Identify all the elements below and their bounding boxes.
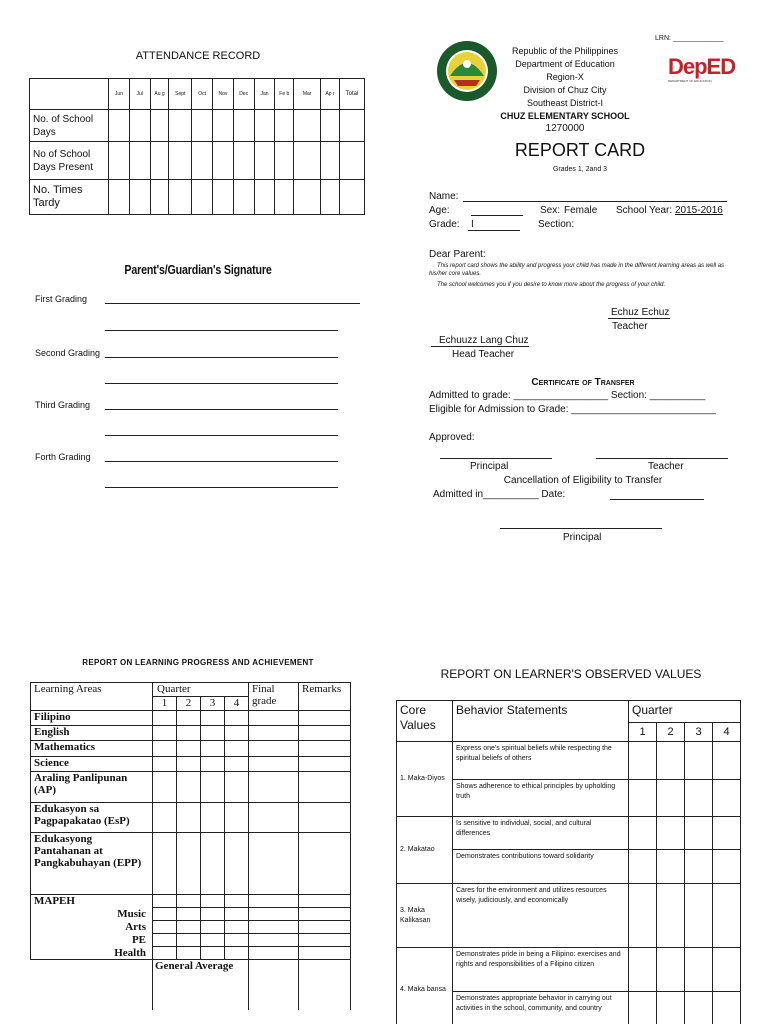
- signature-line: [105, 435, 338, 436]
- behavior-statement: Express one's spiritual beliefs while respecting the spiritual beliefs of others: [453, 742, 629, 780]
- deped-logo-subtext: DEPARTMENT OF EDUCATION: [668, 79, 712, 83]
- subject-label: Mathematics: [31, 741, 153, 757]
- subject-label: Araling Panlipunan (AP): [31, 772, 153, 803]
- report-card-title: REPORT CARD: [514, 140, 646, 160]
- forth-grading-label: Forth Grading: [35, 452, 91, 462]
- sex-value: Female: [564, 205, 598, 216]
- third-grading-label: Third Grading: [35, 400, 91, 410]
- attendance-corner: [30, 79, 109, 110]
- mapeh-sub-label: Health: [31, 947, 153, 960]
- teacher-label: Teacher: [648, 461, 684, 472]
- quarter-header: 4: [225, 697, 249, 711]
- month-header: Sept: [169, 79, 192, 110]
- quarter-header: 2: [177, 697, 201, 711]
- core-value-label: 2. Makatao: [397, 817, 453, 884]
- col-learning-areas: Learning Areas: [31, 683, 153, 711]
- month-header: Jun: [109, 79, 130, 110]
- signature-line: [105, 357, 338, 358]
- cancellation-title: Cancellation of Eligibility to Transfer: [503, 475, 663, 486]
- teacher-title: Teacher: [612, 321, 648, 332]
- behavior-statement: Demonstrates appropriate behavior in carrying out activities in the school, community, and country: [453, 992, 629, 1024]
- behavior-statement: Demonstrates pride in being a Filipino: exercises and rights and responsibilities of a Filipino citizen: [453, 948, 629, 992]
- attendance-row-label: No of School Days Present: [30, 142, 109, 180]
- head-signature-line: [431, 346, 529, 347]
- behavior-statement: Shows adherence to ethical principles by upholding truth: [453, 780, 629, 817]
- month-header: Nov: [213, 79, 234, 110]
- attendance-row-label: No. Times Tardy: [30, 180, 109, 215]
- core-value-label: 1. Maka-Diyos: [397, 742, 453, 817]
- month-header: Fe b: [275, 79, 294, 110]
- month-header: Mar: [294, 79, 321, 110]
- school-year-value: 2015-2016: [675, 205, 723, 216]
- signature-line: [105, 383, 338, 384]
- month-header: Jan: [254, 79, 275, 110]
- subject-label: English: [31, 726, 153, 741]
- quarter-header: 4: [713, 723, 741, 742]
- district-line: Southeast District-I: [526, 98, 604, 108]
- letter-paragraph-2: The school welcomes you if you desire to know more about the progress of your child.: [437, 282, 666, 288]
- department-line: Department of Education: [515, 59, 615, 69]
- school-name: CHUZ ELEMENTARY SCHOOL: [500, 111, 630, 121]
- mapeh-sub-label: Music: [31, 908, 153, 921]
- general-average-label: General Average: [153, 960, 249, 1010]
- lrn-field: LRN: _____________: [655, 35, 724, 42]
- signature-line: [105, 330, 338, 331]
- age-label: Age:: [429, 205, 450, 216]
- first-grading-label: First Grading: [35, 294, 88, 304]
- section-label: Section:: [538, 219, 575, 230]
- grade-label: Grade:: [429, 219, 460, 230]
- progress-table: [30, 682, 351, 1010]
- signature-line: [105, 461, 338, 462]
- grades-line: Grades 1, 2and 3: [552, 166, 608, 173]
- col-quarter: Quarter: [153, 683, 249, 697]
- col-quarter: Quarter: [629, 701, 741, 723]
- signature-title: Parent's/Guardian's Signature: [124, 262, 272, 277]
- signature-line: [105, 409, 338, 410]
- month-header: Oct: [192, 79, 213, 110]
- subject-label: Filipino: [31, 711, 153, 726]
- head-teacher-title: Head Teacher: [452, 349, 515, 360]
- teacher-name: Echuz Echuz: [611, 307, 670, 318]
- eligible-for-admission: Eligible for Admission to Grade: __________________________: [429, 404, 716, 415]
- mapeh-sub-label: Arts: [31, 921, 153, 934]
- name-line: [463, 201, 727, 202]
- subject-label: Edukasyong Pantahanan at Pangkabuhayan (EPP): [31, 833, 153, 895]
- grade-line: [468, 230, 520, 231]
- month-header: Dec: [233, 79, 254, 110]
- month-header: Ap r: [321, 79, 340, 110]
- quarter-header: 3: [685, 723, 713, 742]
- republic-line: Republic of the Philippines: [511, 46, 619, 56]
- core-value-label: 4. Maka bansa: [397, 948, 453, 1024]
- attendance-table: [29, 78, 365, 215]
- admitted-in: Admitted in__________ Date:: [433, 489, 566, 500]
- sex-label: Sex:: [540, 205, 561, 216]
- month-header: Au g: [150, 79, 169, 110]
- behavior-statement: Demonstrates contributions toward solidarity: [453, 850, 629, 884]
- attendance-title: ATTENDANCE RECORD: [135, 50, 261, 62]
- deped-logo: [668, 54, 736, 100]
- col-final-grade: Final grade: [249, 683, 299, 711]
- region-line: Region-X: [546, 72, 584, 82]
- date-line: [610, 499, 704, 500]
- division-line: Division of Chuz City: [523, 85, 607, 95]
- core-value-label: 3. Maka Kalikasan: [397, 884, 453, 948]
- principal-label: Principal: [470, 461, 509, 472]
- col-remarks: Remarks: [299, 683, 351, 711]
- school-id: 1270000: [545, 123, 585, 134]
- month-header: Jul: [129, 79, 150, 110]
- head-teacher-name: Echuuzz Lang Chuz: [439, 335, 529, 346]
- quarter-header: 2: [657, 723, 685, 742]
- teacher-signature-line: [596, 458, 728, 459]
- certificate-title: Certificate of Transfer: [531, 377, 635, 388]
- col-behavior-statements: Behavior Statements: [453, 701, 629, 742]
- school-year-label: School Year:: [616, 205, 673, 216]
- col-core-values: Core Values: [397, 701, 453, 742]
- progress-title: REPORT ON LEARNING PROGRESS AND ACHIEVEMENT: [82, 658, 314, 667]
- second-grading-label: Second Grading: [35, 348, 101, 358]
- values-table: [396, 700, 741, 1024]
- approved-label: Approved:: [429, 432, 475, 443]
- principal2-signature-line: [500, 528, 662, 529]
- age-line: [471, 215, 523, 216]
- name-label: Name:: [429, 191, 459, 202]
- quarter-header: 1: [153, 697, 177, 711]
- grade-value: I: [471, 219, 474, 230]
- principal2-label: Principal: [563, 532, 602, 543]
- mapeh-sub-label: PE: [31, 934, 153, 947]
- deped-logo-text: DepED: [668, 54, 736, 79]
- total-header: Total: [339, 79, 364, 110]
- quarter-header: 3: [201, 697, 225, 711]
- subject-label: Science: [31, 757, 153, 772]
- quarter-header: 1: [629, 723, 657, 742]
- dear-parent: Dear Parent:: [429, 249, 486, 260]
- signature-line: [105, 487, 338, 488]
- teacher-signature-line: [608, 318, 670, 319]
- letter-paragraph-1: This report card shows the ability and progress your child has made in the different learning areas as well as his/her core values.: [429, 263, 725, 277]
- subject-label: Edukasyon sa Pagpapakatao (EsP): [31, 803, 153, 833]
- behavior-statement: Cares for the environment and utilizes resources wisely, judiciously, and economically: [453, 884, 629, 948]
- attendance-row-label: No. of School Days: [30, 110, 109, 142]
- signature-line: [105, 303, 360, 304]
- principal-signature-line: [440, 458, 552, 459]
- values-title: REPORT ON LEARNER'S OBSERVED VALUES: [440, 667, 702, 681]
- admitted-to-grade: Admitted to grade: _________________ Section: __________: [429, 390, 706, 401]
- mapeh-label: MAPEH: [31, 895, 153, 908]
- behavior-statement: Is sensitive to individual, social, and cultural differences: [453, 817, 629, 850]
